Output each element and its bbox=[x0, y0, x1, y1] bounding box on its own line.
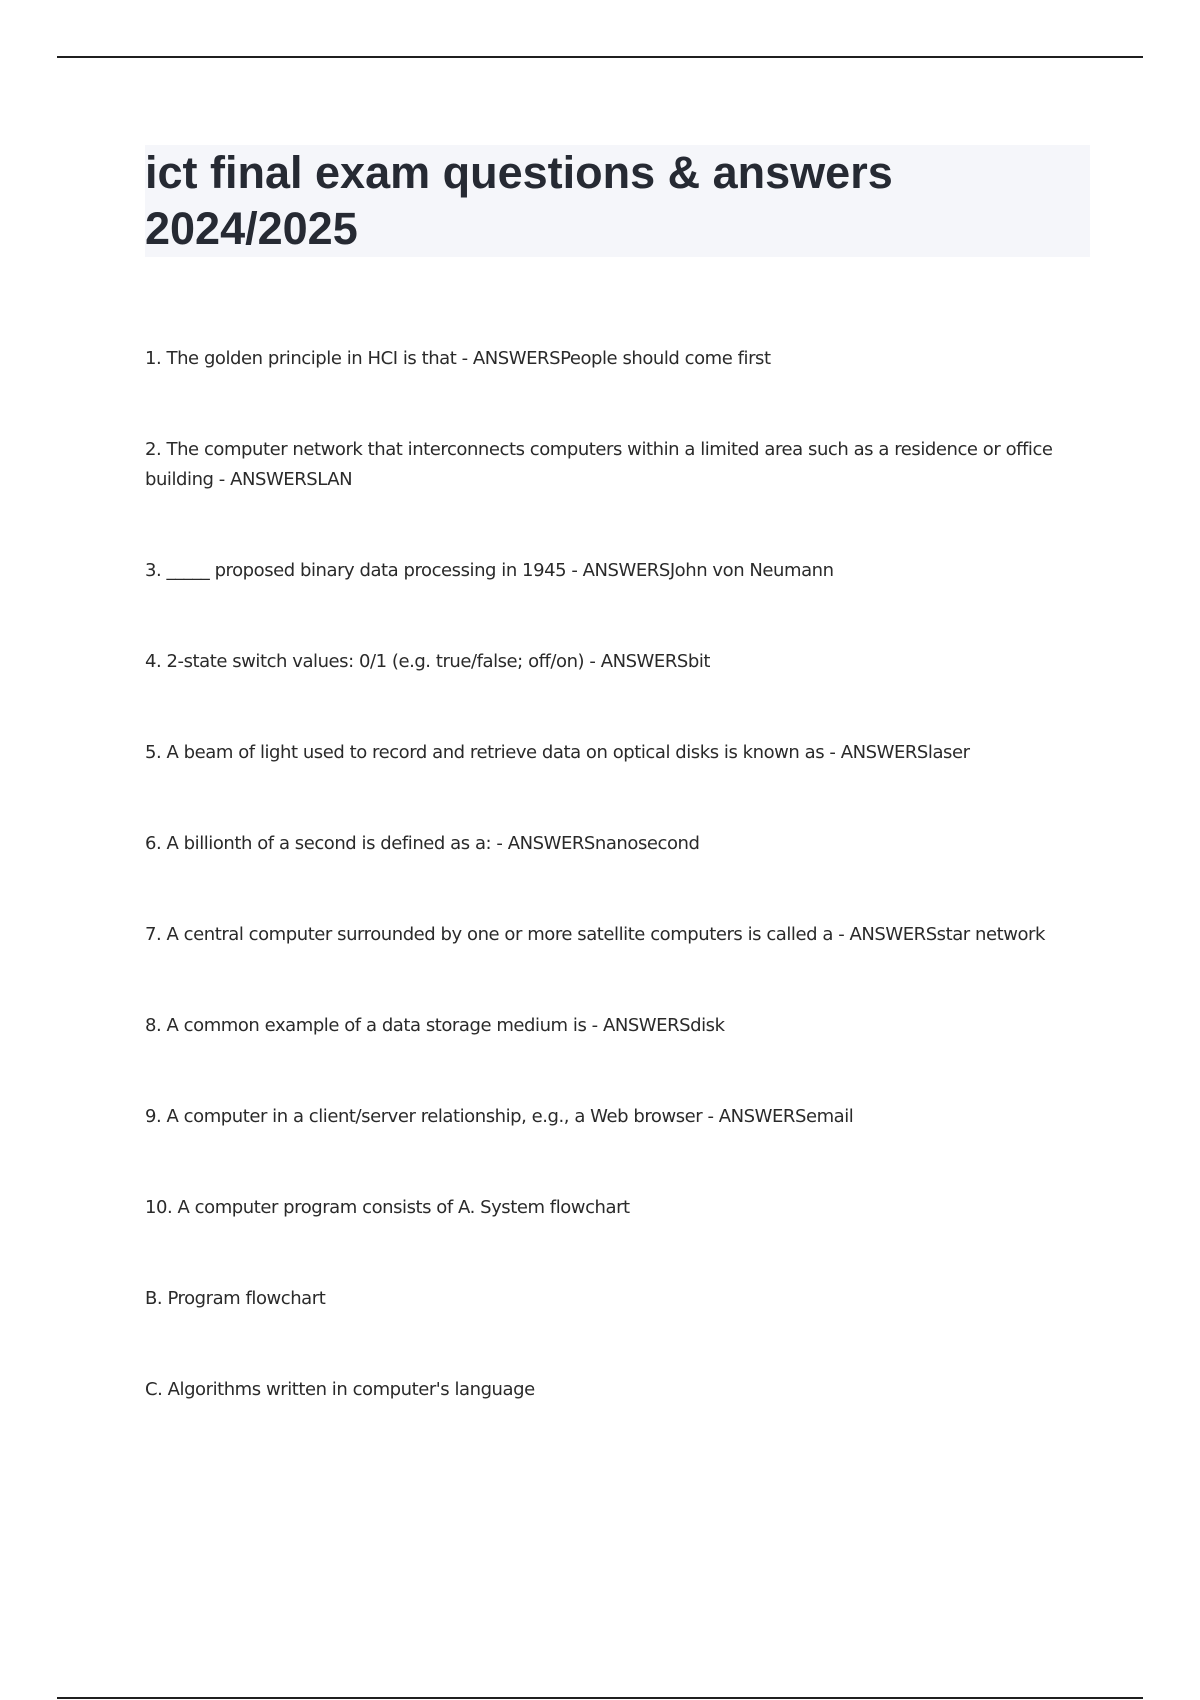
question-item-6: 6. A billionth of a second is defined as a: - ANSWERSnanosecond bbox=[145, 833, 700, 854]
question-item-2: 2. The computer network that interconnects computers within a limited area such as a residence or office building - ANSWERSLAN bbox=[145, 439, 1053, 490]
title-block bbox=[145, 145, 1090, 257]
question-item-4: 4. 2-state switch values: 0/1 (e.g. true/false; off/on) - ANSWERSbit bbox=[145, 651, 710, 672]
question-item-8: 8. A common example of a data storage medium is - ANSWERSdisk bbox=[145, 1015, 725, 1036]
question-item-1: 1. The golden principle in HCI is that - ANSWERSPeople should come first bbox=[145, 348, 771, 369]
top-rule bbox=[57, 56, 1143, 58]
question-item-5: 5. A beam of light used to record and retrieve data on optical disks is known as - ANSWERSlaser bbox=[145, 742, 970, 763]
question-item-7: 7. A central computer surrounded by one or more satellite computers is called a - ANSWERSstar network bbox=[145, 924, 1045, 945]
question-item-10-option-b: B. Program flowchart bbox=[145, 1288, 326, 1309]
document-title: ict final exam questions & answers 2024/2025 bbox=[145, 147, 893, 254]
bottom-rule bbox=[57, 1697, 1143, 1699]
question-item-10-option-c: C. Algorithms written in computer's language bbox=[145, 1379, 535, 1400]
question-item-3: 3. _____ proposed binary data processing in 1945 - ANSWERSJohn von Neumann bbox=[145, 560, 834, 581]
question-item-9: 9. A computer in a client/server relationship, e.g., a Web browser - ANSWERSemail bbox=[145, 1106, 854, 1127]
question-item-10: 10. A computer program consists of A. System flowchart bbox=[145, 1197, 630, 1218]
